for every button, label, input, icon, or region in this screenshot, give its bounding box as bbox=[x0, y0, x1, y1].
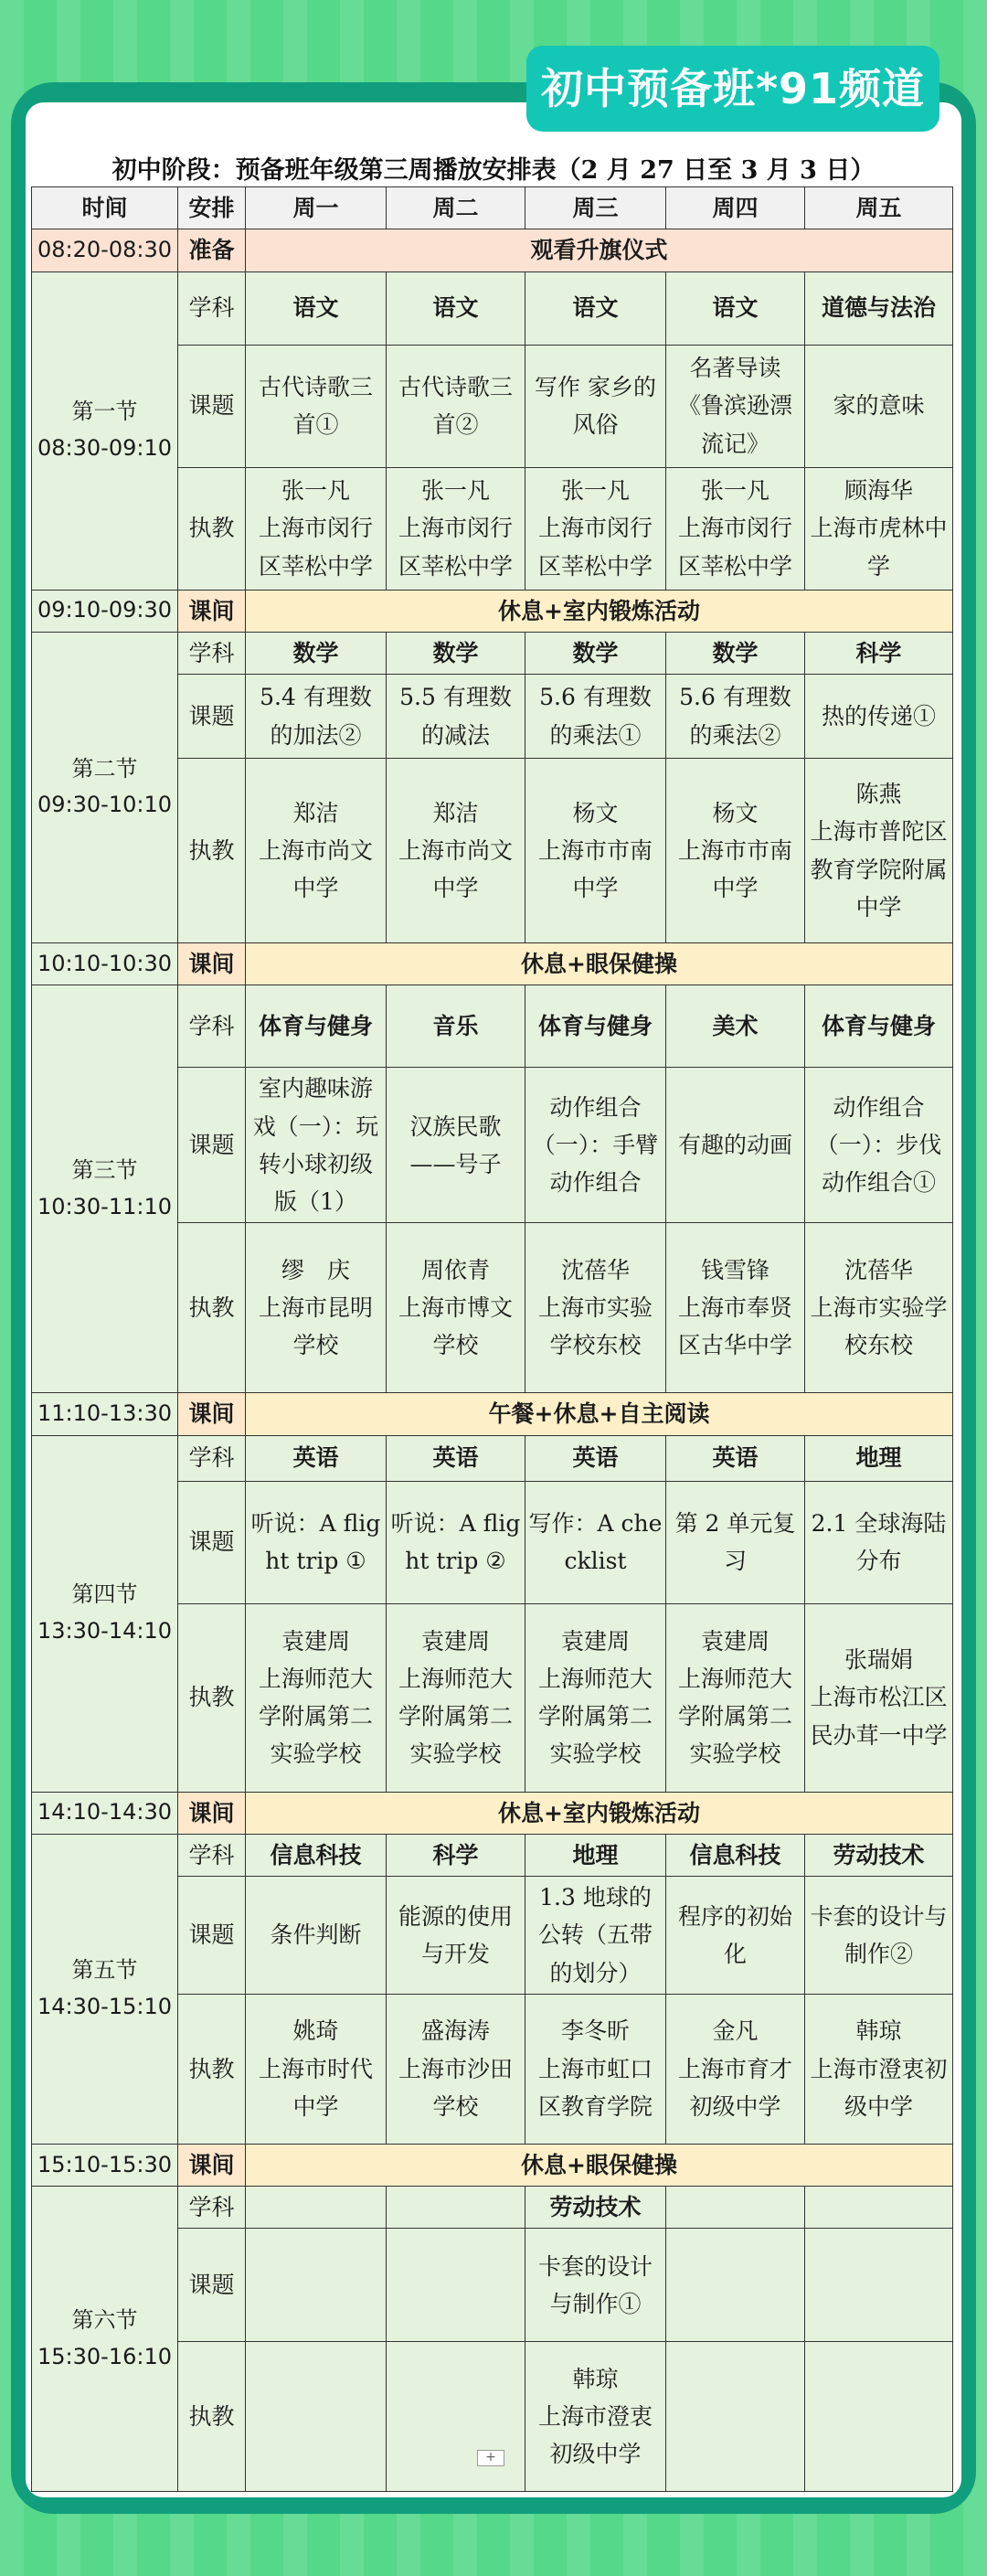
teacher-name: 袁建周 bbox=[281, 1627, 350, 1655]
arrangement-tag: 课间 bbox=[178, 1792, 246, 1834]
teacher-name: 缪 庆 bbox=[281, 1256, 350, 1283]
teacher-school: 上海市闵行区莘松中学 bbox=[398, 515, 513, 580]
teacher-school: 上海市闵行区莘松中学 bbox=[258, 515, 373, 580]
teacher-school: 上海市实验学校东校 bbox=[537, 1294, 653, 1359]
break-row bbox=[32, 1792, 953, 1834]
teacher-school: 上海市闵行区莘松中学 bbox=[677, 515, 792, 580]
teacher-cell bbox=[805, 1994, 953, 2144]
topic-cell: 5.5 有理数的减法 bbox=[387, 675, 525, 759]
teacher-school: 上海市澄衷初级中学 bbox=[810, 2055, 948, 2120]
teacher-school: 上海市市南中学 bbox=[537, 836, 653, 902]
teacher-cell bbox=[805, 1223, 953, 1393]
period-name: 第一节 bbox=[71, 399, 138, 425]
channel-badge: 初中预备班*91频道 bbox=[526, 46, 939, 132]
arrangement-tag: 课间 bbox=[178, 1393, 246, 1435]
header-cell: 周一 bbox=[246, 187, 387, 229]
row-label: 学科 bbox=[178, 985, 246, 1068]
time-cell: 14:10-14:30 bbox=[32, 1792, 178, 1834]
teacher-name: 张一凡 bbox=[281, 477, 350, 505]
add-row-button[interactable]: + bbox=[477, 2450, 504, 2466]
activity-cell: 休息+眼保健操 bbox=[246, 2144, 953, 2186]
subject-cell: 信息科技 bbox=[666, 1834, 805, 1876]
teacher-school: 上海市尚文中学 bbox=[398, 836, 513, 902]
row-label: 学科 bbox=[178, 1435, 246, 1481]
period-time-cell bbox=[32, 1435, 178, 1792]
topic-cell bbox=[387, 2229, 525, 2342]
teacher-school: 上海市奉贤区古华中学 bbox=[677, 1294, 792, 1359]
topic-cell: 热的传递① bbox=[805, 675, 953, 759]
activity-cell: 休息+室内锻炼活动 bbox=[246, 590, 953, 632]
row-label: 学科 bbox=[178, 1834, 246, 1876]
topic-cell: 5.4 有理数的加法② bbox=[246, 675, 387, 759]
subject-cell: 数学 bbox=[387, 632, 525, 674]
topic-cell bbox=[666, 2229, 805, 2342]
period-time-cell bbox=[32, 1834, 178, 2144]
teacher-cell bbox=[666, 2342, 805, 2492]
teacher-cell bbox=[246, 759, 387, 943]
topic-cell: 动作组合（一）：步伐动作组合① bbox=[805, 1068, 953, 1223]
teacher-cell bbox=[805, 2342, 953, 2492]
topic-cell: 听说：A flight trip ① bbox=[246, 1481, 387, 1603]
subject-cell: 地理 bbox=[805, 1435, 953, 1481]
row-label: 学科 bbox=[178, 271, 246, 345]
teacher-cell bbox=[805, 1603, 953, 1792]
subject-cell bbox=[387, 2187, 525, 2229]
period-time: 10:30-11:10 bbox=[37, 1193, 172, 1219]
teacher-school: 上海市实验学校东校 bbox=[810, 1294, 948, 1359]
subject-cell: 数学 bbox=[246, 632, 387, 674]
topic-cell: 5.6 有理数的乘法② bbox=[666, 675, 805, 759]
subject-cell: 美术 bbox=[666, 985, 805, 1068]
teacher-cell bbox=[805, 759, 953, 943]
subject-cell: 科学 bbox=[805, 632, 953, 674]
teacher-school: 上海师范大学附属第二实验学校 bbox=[537, 1665, 653, 1768]
arrangement-tag: 准备 bbox=[178, 229, 246, 271]
teacher-name: 杨文 bbox=[572, 799, 619, 826]
teacher-cell bbox=[246, 1223, 387, 1393]
header-cell: 周二 bbox=[387, 187, 525, 229]
teacher-school: 上海市普陀区教育学院附属中学 bbox=[810, 818, 948, 921]
topic-cell: 家的意味 bbox=[805, 345, 953, 467]
topic-cell: 古代诗歌三首① bbox=[246, 345, 387, 467]
teacher-cell bbox=[525, 1223, 666, 1393]
row-label: 课题 bbox=[178, 2229, 246, 2342]
teacher-school: 上海师范大学附属第二实验学校 bbox=[398, 1665, 513, 1768]
row-label: 课题 bbox=[178, 1877, 246, 1995]
teacher-name: 郑洁 bbox=[292, 799, 339, 826]
arrangement-tag: 课间 bbox=[178, 2144, 246, 2186]
teacher-cell bbox=[666, 1603, 805, 1792]
teacher-cell bbox=[666, 1223, 805, 1393]
teacher-name: 顾海华 bbox=[844, 477, 913, 505]
period-name: 第四节 bbox=[71, 1581, 138, 1608]
header-cell: 周五 bbox=[805, 187, 953, 229]
row-label: 执教 bbox=[178, 759, 246, 943]
row-label: 课题 bbox=[178, 675, 246, 759]
teacher-name: 袁建周 bbox=[700, 1627, 769, 1655]
teacher-school: 上海市尚文中学 bbox=[258, 836, 373, 902]
header-cell: 时间 bbox=[32, 187, 178, 229]
teacher-cell bbox=[246, 2342, 387, 2492]
teacher-school: 上海市沙田学校 bbox=[398, 2055, 513, 2120]
teacher-school: 上海市博文学校 bbox=[398, 1294, 513, 1359]
row-label: 执教 bbox=[178, 2342, 246, 2492]
subject-cell: 体育与健身 bbox=[805, 985, 953, 1068]
period-time-cell bbox=[32, 985, 178, 1393]
teacher-cell bbox=[525, 1994, 666, 2144]
teacher-name: 姚琦 bbox=[292, 2017, 339, 2045]
teacher-cell bbox=[525, 2342, 666, 2492]
subject-cell: 体育与健身 bbox=[525, 985, 666, 1068]
topic-cell: 能源的使用与开发 bbox=[387, 1877, 525, 1995]
period-row bbox=[32, 1435, 953, 1481]
topic-cell: 1.3 地球的公转（五带的划分） bbox=[525, 1877, 666, 1995]
subject-cell: 语文 bbox=[666, 271, 805, 345]
teacher-school: 上海市昆明学校 bbox=[258, 1294, 373, 1359]
period-name: 第二节 bbox=[71, 755, 138, 782]
ceremony-row bbox=[32, 229, 953, 271]
teacher-cell bbox=[246, 1603, 387, 1792]
subject-cell: 语文 bbox=[525, 271, 666, 345]
topic-cell: 听说：A flight trip ② bbox=[387, 1481, 525, 1603]
period-time: 09:30-10:10 bbox=[37, 792, 172, 818]
teacher-name: 韩琼 bbox=[855, 2017, 902, 2045]
period-row bbox=[32, 2187, 953, 2229]
activity-cell: 休息+室内锻炼活动 bbox=[246, 1792, 953, 1834]
header-cell: 安排 bbox=[178, 187, 246, 229]
break-row bbox=[32, 943, 953, 985]
subject-cell: 劳动技术 bbox=[525, 2187, 666, 2229]
topic-cell: 卡套的设计与制作① bbox=[525, 2229, 666, 2342]
subject-cell: 英语 bbox=[246, 1435, 387, 1481]
teacher-school: 上海市澄衷初级中学 bbox=[537, 2403, 653, 2468]
schedule-title: 初中阶段：预备班年级第三周播放安排表（2 月 27 日至 3 月 3 日） bbox=[111, 156, 876, 185]
teacher-name: 袁建周 bbox=[420, 1627, 490, 1655]
time-cell: 09:10-09:30 bbox=[32, 590, 178, 632]
row-label: 执教 bbox=[178, 1994, 246, 2144]
break-row bbox=[32, 1393, 953, 1435]
subject-cell bbox=[666, 2187, 805, 2229]
teacher-cell bbox=[666, 759, 805, 943]
teacher-school: 上海市时代中学 bbox=[258, 2055, 373, 2120]
period-row bbox=[32, 985, 953, 1068]
subject-cell: 英语 bbox=[666, 1435, 805, 1481]
teacher-school: 上海市育才初级中学 bbox=[677, 2055, 792, 2120]
row-label: 课题 bbox=[178, 1481, 246, 1603]
break-row bbox=[32, 2144, 953, 2186]
teacher-cell bbox=[525, 759, 666, 943]
topic-cell bbox=[246, 2229, 387, 2342]
period-time: 13:30-14:10 bbox=[37, 1618, 172, 1644]
activity-cell: 观看升旗仪式 bbox=[246, 229, 953, 271]
subject-cell: 数学 bbox=[666, 632, 805, 674]
schedule-table bbox=[31, 186, 953, 2492]
row-label: 执教 bbox=[178, 467, 246, 590]
time-cell: 10:10-10:30 bbox=[32, 943, 178, 985]
subject-cell: 体育与健身 bbox=[246, 985, 387, 1068]
topic-cell: 室内趣味游戏（一）：玩转小球初级版（1） bbox=[246, 1068, 387, 1223]
topic-cell: 2.1 全球海陆分布 bbox=[805, 1481, 953, 1603]
row-label: 执教 bbox=[178, 1223, 246, 1393]
period-time-cell bbox=[32, 632, 178, 942]
period-time: 14:30-15:10 bbox=[37, 1993, 172, 2019]
teacher-cell bbox=[525, 1603, 666, 1792]
period-name: 第六节 bbox=[71, 2307, 138, 2334]
activity-cell: 午餐+休息+自主阅读 bbox=[246, 1393, 953, 1435]
teacher-name: 郑洁 bbox=[432, 799, 479, 826]
teacher-name: 陈燕 bbox=[855, 781, 902, 807]
topic-cell: 古代诗歌三首② bbox=[387, 345, 525, 467]
period-time: 15:30-16:10 bbox=[37, 2343, 172, 2369]
topic-cell: 动作组合（一）：手臂动作组合 bbox=[525, 1068, 666, 1223]
subject-cell: 英语 bbox=[525, 1435, 666, 1481]
teacher-school: 上海市闵行区莘松中学 bbox=[537, 515, 653, 580]
arrangement-tag: 课间 bbox=[178, 590, 246, 632]
subject-cell: 英语 bbox=[387, 1435, 525, 1481]
period-name: 第三节 bbox=[71, 1157, 138, 1184]
teacher-cell bbox=[387, 759, 525, 943]
topic-cell: 汉族民歌——号子 bbox=[387, 1068, 525, 1223]
teacher-cell bbox=[805, 467, 953, 590]
teacher-name: 金凡 bbox=[712, 2017, 759, 2045]
time-cell: 11:10-13:30 bbox=[32, 1393, 178, 1435]
period-name: 第五节 bbox=[71, 1957, 138, 1984]
row-label: 学科 bbox=[178, 2187, 246, 2229]
subject-cell: 数学 bbox=[525, 632, 666, 674]
teacher-cell bbox=[666, 467, 805, 590]
header-cell: 周三 bbox=[525, 187, 666, 229]
teacher-name: 张一凡 bbox=[420, 477, 490, 505]
topic-cell: 写作 家乡的风俗 bbox=[525, 345, 666, 467]
period-time-cell bbox=[32, 271, 178, 590]
teacher-cell bbox=[387, 1994, 525, 2144]
row-label: 学科 bbox=[178, 632, 246, 674]
teacher-name: 李冬昕 bbox=[560, 2017, 630, 2045]
teacher-cell bbox=[387, 1603, 525, 1792]
teacher-cell bbox=[246, 467, 387, 590]
time-cell: 08:20-08:30 bbox=[32, 229, 178, 271]
teacher-school: 上海市虎林中学 bbox=[810, 515, 948, 580]
teacher-cell bbox=[246, 1994, 387, 2144]
arrangement-tag: 课间 bbox=[178, 943, 246, 985]
teacher-name: 盛海涛 bbox=[420, 2017, 490, 2045]
period-row bbox=[32, 632, 953, 674]
topic-cell: 程序的初始化 bbox=[666, 1877, 805, 1995]
teacher-school: 上海师范大学附属第二实验学校 bbox=[258, 1665, 373, 1768]
teacher-name: 袁建周 bbox=[560, 1627, 630, 1655]
teacher-name: 沈蓓华 bbox=[560, 1256, 630, 1283]
topic-cell: 条件判断 bbox=[246, 1877, 387, 1995]
topic-cell: 写作：A checklist bbox=[525, 1481, 666, 1603]
topic-cell bbox=[805, 2229, 953, 2342]
subject-cell: 语文 bbox=[246, 271, 387, 345]
subject-cell: 科学 bbox=[387, 1834, 525, 1876]
topic-cell: 有趣的动画 bbox=[666, 1068, 805, 1223]
break-row bbox=[32, 590, 953, 632]
teacher-school: 上海市市南中学 bbox=[677, 836, 792, 902]
teacher-cell bbox=[387, 1223, 525, 1393]
teacher-school: 上海师范大学附属第二实验学校 bbox=[677, 1665, 792, 1768]
subject-cell: 音乐 bbox=[387, 985, 525, 1068]
topic-cell: 第 2 单元复习 bbox=[666, 1481, 805, 1603]
activity-cell: 休息+眼保健操 bbox=[246, 943, 953, 985]
teacher-name: 沈蓓华 bbox=[844, 1256, 913, 1283]
teacher-cell bbox=[387, 467, 525, 590]
time-cell: 15:10-15:30 bbox=[32, 2144, 178, 2186]
row-label: 执教 bbox=[178, 1603, 246, 1792]
teacher-school: 上海市虹口区教育学院 bbox=[537, 2055, 653, 2120]
period-row bbox=[32, 271, 953, 345]
subject-cell: 道德与法治 bbox=[805, 271, 953, 345]
period-time-cell bbox=[32, 2187, 178, 2492]
topic-cell: 5.6 有理数的乘法① bbox=[525, 675, 666, 759]
row-label: 课题 bbox=[178, 345, 246, 467]
teacher-name: 韩琼 bbox=[572, 2365, 619, 2392]
teacher-cell bbox=[387, 2342, 525, 2492]
teacher-name: 张瑞娟 bbox=[844, 1646, 913, 1674]
teacher-cell bbox=[525, 467, 666, 590]
subject-cell: 劳动技术 bbox=[805, 1834, 953, 1876]
header-cell: 周四 bbox=[666, 187, 805, 229]
teacher-name: 杨文 bbox=[712, 799, 759, 826]
row-label: 课题 bbox=[178, 1068, 246, 1223]
subject-cell bbox=[246, 2187, 387, 2229]
teacher-cell bbox=[666, 1994, 805, 2144]
teacher-school: 上海市松江区民办茸一中学 bbox=[810, 1684, 948, 1749]
subject-cell: 地理 bbox=[525, 1834, 666, 1876]
topic-cell: 卡套的设计与制作② bbox=[805, 1877, 953, 1995]
subject-cell bbox=[805, 2187, 953, 2229]
header-row bbox=[32, 187, 953, 229]
subject-cell: 语文 bbox=[387, 271, 525, 345]
period-row bbox=[32, 1834, 953, 1876]
topic-cell: 名著导读《鲁滨逊漂流记》 bbox=[666, 345, 805, 467]
teacher-name: 钱雪锋 bbox=[700, 1256, 769, 1283]
subject-cell: 信息科技 bbox=[246, 1834, 387, 1876]
teacher-name: 周依青 bbox=[420, 1256, 490, 1283]
teacher-name: 张一凡 bbox=[560, 477, 630, 505]
period-time: 08:30-09:10 bbox=[37, 435, 172, 461]
teacher-name: 张一凡 bbox=[700, 477, 769, 505]
